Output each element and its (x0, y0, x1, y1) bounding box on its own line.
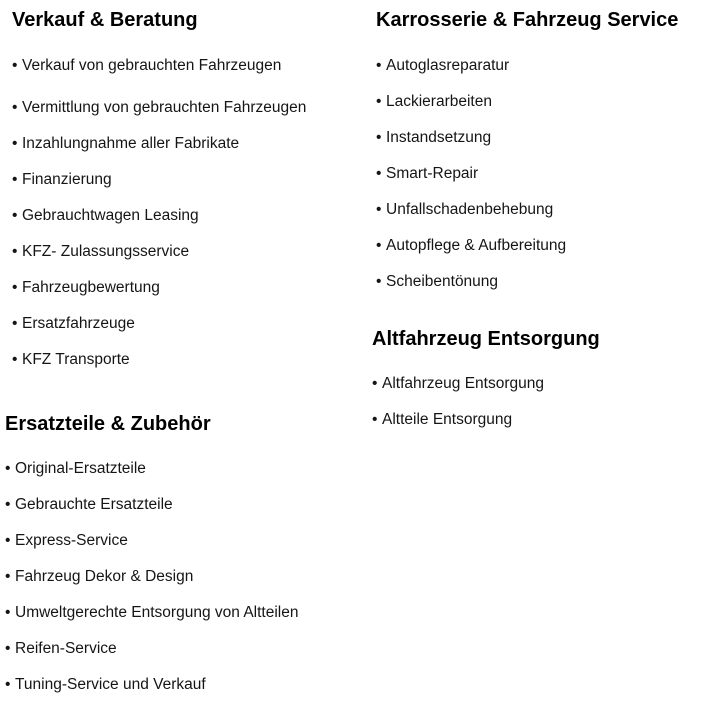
bullet: • (376, 129, 382, 146)
section-title: Altfahrzeug Entsorgung (372, 328, 600, 350)
bullet: • (376, 273, 382, 290)
list-item (5, 459, 146, 479)
list-item (376, 164, 478, 184)
section-verkauf-beratung (12, 8, 307, 368)
list-item-label: Altteile Entsorgung (382, 411, 513, 428)
list-item-label: Gebrauchtwagen Leasing (22, 207, 199, 224)
list-item-label: Umweltgerechte Entsorgung von Altteilen (15, 604, 299, 621)
bullet: • (372, 411, 378, 428)
list-item (376, 200, 553, 220)
list-item-label: Altfahrzeug Entsorgung (382, 375, 544, 392)
list-item-label: Scheibentönung (386, 273, 499, 290)
list-item-label: Fahrzeugbewertung (22, 279, 160, 296)
bullet: • (376, 93, 382, 110)
list-item-label: Autopflege & Aufbereitung (386, 237, 567, 254)
bullet: • (12, 243, 18, 260)
bullet: • (12, 171, 18, 188)
bullet: • (5, 568, 11, 585)
list-item (12, 170, 112, 190)
list-item (5, 639, 117, 659)
section-title: Karrosserie & Fahrzeug Service (376, 9, 679, 31)
list-item-label: Tuning-Service und Verkauf (15, 676, 206, 693)
list-item (5, 603, 298, 623)
section-title: Ersatzteile & Zubehör (5, 413, 211, 435)
section-ersatzteile-zubehoer (5, 412, 299, 693)
list-item-label: Autoglasreparatur (386, 57, 510, 74)
list-item-label: Ersatzfahrzeuge (22, 315, 135, 332)
bullet: • (376, 201, 382, 218)
list-item (5, 567, 193, 587)
list-item (12, 206, 199, 226)
list-item-label: KFZ Transporte (22, 351, 130, 368)
list-item-label: Express-Service (15, 532, 128, 549)
bullet: • (5, 604, 11, 621)
list-item (5, 675, 206, 695)
list-item (376, 128, 491, 148)
list-item (5, 495, 173, 515)
list-item (12, 350, 130, 370)
list-item (376, 56, 509, 76)
list-item-label: Instandsetzung (386, 129, 492, 146)
list-item (5, 531, 128, 551)
bullet: • (12, 315, 18, 332)
list-item (372, 410, 512, 430)
list-item-label: Finanzierung (22, 171, 112, 188)
list-item-label: Verkauf von gebrauchten Fahrzeugen (22, 57, 282, 74)
bullet: • (5, 496, 11, 513)
list-item (376, 272, 498, 292)
list-item-label: Lackierarbeiten (386, 93, 492, 110)
bullet: • (5, 532, 11, 549)
bullet: • (5, 640, 11, 657)
list-item (376, 92, 492, 112)
list-item-label: Vermittlung von gebrauchten Fahrzeugen (22, 99, 307, 116)
list-item-label: Inzahlungnahme aller Fabrikate (22, 135, 240, 152)
list-item-label: Original-Ersatzteile (15, 460, 146, 477)
bullet: • (12, 99, 18, 116)
bullet: • (372, 375, 378, 392)
list-item-label: KFZ- Zulassungsservice (22, 243, 190, 260)
list-item-label: Fahrzeug Dekor & Design (15, 568, 194, 585)
list-item (12, 242, 189, 262)
list-item-label: Smart-Repair (386, 165, 479, 182)
bullet: • (376, 165, 382, 182)
bullet: • (12, 135, 18, 152)
section-karosserie-service (376, 8, 679, 290)
bullet: • (12, 351, 18, 368)
list-item (372, 374, 544, 394)
bullet: • (5, 460, 11, 477)
bullet: • (5, 676, 11, 693)
section-title: Verkauf & Beratung (12, 9, 198, 31)
list-item (12, 278, 160, 298)
list-item-label: Gebrauchte Ersatzteile (15, 496, 173, 513)
list-item (376, 236, 566, 256)
list-item (12, 134, 239, 154)
bullet: • (376, 57, 382, 74)
list-item-label: Reifen-Service (15, 640, 117, 657)
list-item (12, 314, 135, 334)
list-item (12, 56, 281, 76)
bullet: • (12, 57, 18, 74)
bullet: • (376, 237, 382, 254)
list-item-label: Unfallschadenbehebung (386, 201, 554, 218)
section-altfahrzeug-entsorgung (372, 327, 600, 428)
list-item (12, 98, 306, 118)
bullet: • (12, 279, 18, 296)
bullet: • (12, 207, 18, 224)
